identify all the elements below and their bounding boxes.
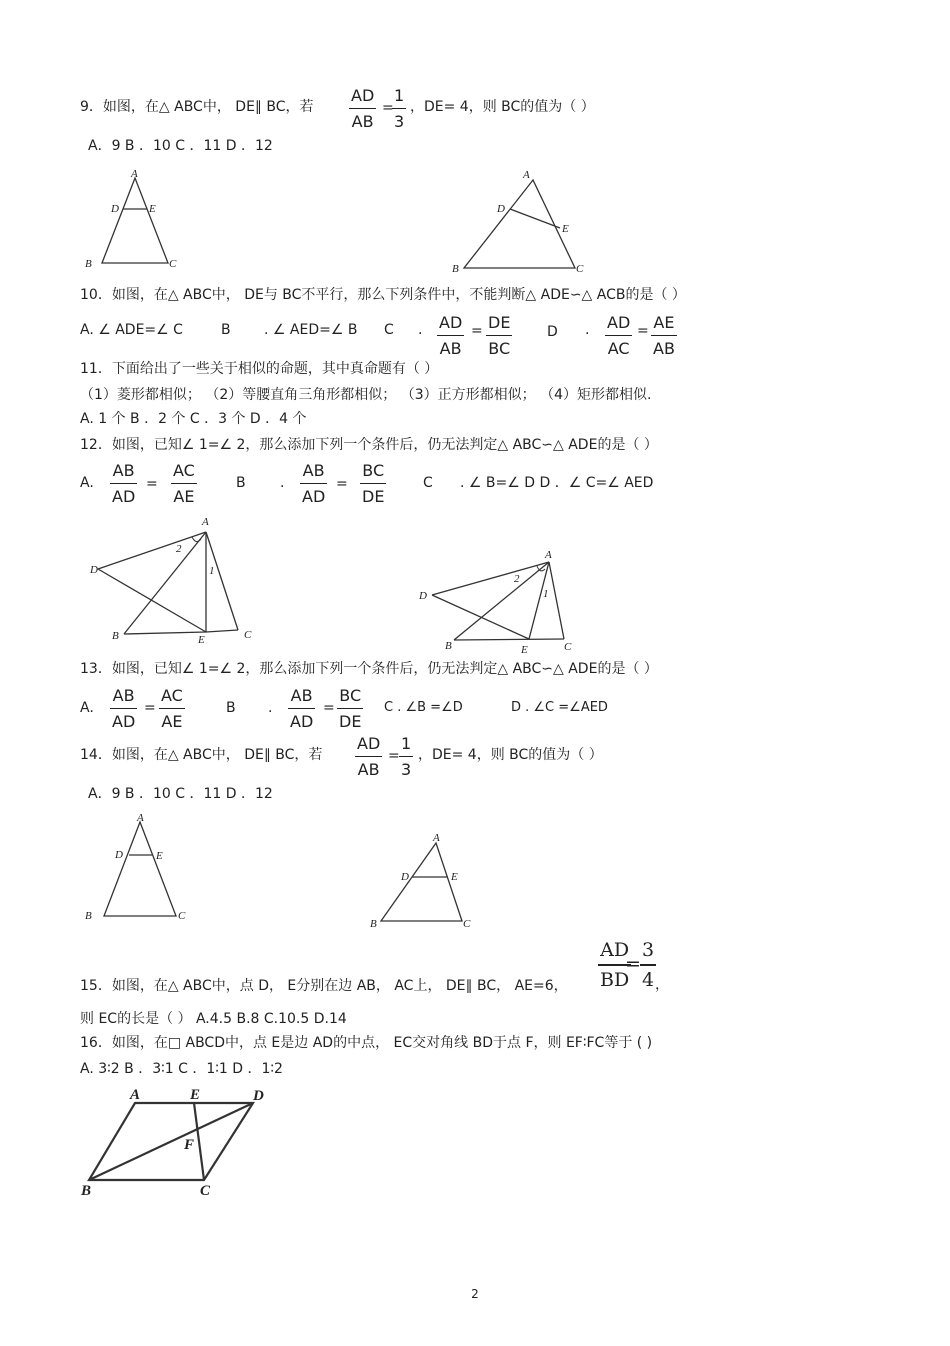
label-e: E <box>190 1087 201 1103</box>
q10-c-fraction-2: DE BC <box>488 313 511 358</box>
label-two: 2 <box>176 543 182 555</box>
label-c: C <box>564 641 572 653</box>
q13-stem: 13．如图，已知∠ 1=∠ 2，那么添加下列一个条件后，仍无法判定△ ABC∽△ ADE的是（ ） <box>80 661 658 677</box>
label-c: C <box>244 629 252 641</box>
label-c: C <box>169 258 177 270</box>
label-b: B <box>452 263 459 275</box>
q13-a-fraction-2: AC AE <box>161 686 183 731</box>
q11-stem: 11．下面给出了一些关于相似的命题，其中真命题有（ ） <box>80 361 439 377</box>
q16-choices: A. 3∶2 B ．3∶1 C ．1∶1 D ．1∶2 <box>80 1061 283 1077</box>
q14-figure-right-triangle <box>368 830 480 930</box>
q10-option-c-dot: . <box>418 322 423 338</box>
q10-d-fraction-1: AD AC <box>607 313 631 358</box>
q9-figure-right-triangle <box>450 165 590 277</box>
q13-option-c: C . ∠B =∠D <box>384 700 463 715</box>
label-a: A <box>130 1087 141 1103</box>
q13-a-equals: = <box>144 700 156 716</box>
q10-option-d-dot: . <box>585 322 590 338</box>
q15-fraction-three-fourths: 3 4 <box>642 939 655 991</box>
q12-a-fraction-2: AC AE <box>173 461 195 506</box>
q13-option-d: D . ∠C =∠AED <box>511 700 608 715</box>
label-c: C <box>463 918 471 930</box>
q12-option-a-letter: A. <box>80 475 94 491</box>
page-number: 2 <box>471 1287 479 1301</box>
q10-option-a: A. ∠ ADE=∠ C <box>80 322 183 338</box>
q15-comma: ， <box>655 977 669 993</box>
q13-option-a-letter: A. <box>80 700 94 716</box>
q10-option-b: . ∠ AED=∠ B <box>264 322 358 338</box>
label-b: B <box>445 640 452 652</box>
q14-stem-post: ，DE= 4，则 BC的值为（ ） <box>418 747 603 763</box>
label-c: C <box>576 263 584 275</box>
label-a: A <box>202 516 209 528</box>
q10-option-d-letter: D <box>547 324 558 340</box>
q13-option-b-letter: B <box>226 700 236 716</box>
q12-b-fraction-1: AB AD <box>302 461 326 506</box>
label-c: C <box>178 910 186 922</box>
label-e: E <box>156 850 163 862</box>
q13-b-fraction-1: AB AD <box>290 686 314 731</box>
q9-stem-pre: 9．如图，在△ ABC中， DE∥ BC，若 <box>80 99 314 115</box>
label-a: A <box>545 549 552 561</box>
q11-choices: A. 1 个 B ．2 个 C ．3 个 D ．4 个 <box>80 411 307 427</box>
label-d: D <box>401 871 409 883</box>
q14-fraction-one-third: 1 3 <box>401 734 412 779</box>
q12-option-c-letter: C <box>423 475 433 491</box>
q14-stem-pre: 14．如图，在△ ABC中， DE∥ BC，若 <box>80 747 323 763</box>
q12-a-fraction-1: AB AD <box>112 461 136 506</box>
q10-d-equals: = <box>637 323 649 339</box>
q12-options-c-d: . ∠ B=∠ D D ．∠ C=∠ AED <box>460 475 654 491</box>
q15-line2: 则 EC的长是（ ） A.4.5 B.8 C.10.5 D.14 <box>80 1011 347 1027</box>
q14-fraction-ad-ab: AD AB <box>357 734 381 779</box>
q12-figure-right <box>416 544 586 660</box>
label-d: D <box>115 849 123 861</box>
q13-b-fraction-2: BC DE <box>339 686 362 731</box>
q10-c-fraction-1: AD AB <box>439 313 463 358</box>
q10-option-c-letter: C <box>384 322 394 338</box>
label-b: B <box>85 258 92 270</box>
label-a: A <box>137 812 144 824</box>
q15-fraction-ad-bd: AD BD <box>600 939 630 991</box>
label-e: E <box>451 871 458 883</box>
label-b: B <box>81 1183 92 1199</box>
label-a: A <box>523 169 530 181</box>
q10-stem: 10．如图，在△ ABC中， DE与 BC不平行，那么下列条件中，不能判断△ ADE∽△ ACB的是（ ） <box>80 287 686 303</box>
label-a: A <box>433 832 440 844</box>
label-a: A <box>131 168 138 180</box>
q12-b-fraction-2: BC DE <box>362 461 385 506</box>
q12-stem: 12．如图，已知∠ 1=∠ 2，那么添加下列一个条件后，仍无法判定△ ABC∽△ ADE的是（ ） <box>80 437 658 453</box>
label-b: B <box>85 910 92 922</box>
label-two: 2 <box>514 573 520 585</box>
q9-stem-post: ，DE= 4，则 BC的值为（ ） <box>410 99 595 115</box>
q9-fraction-ad-ab: AD AB <box>351 86 375 131</box>
label-d: D <box>253 1088 264 1104</box>
label-f: F <box>184 1137 195 1153</box>
q15-equals: = <box>625 953 641 975</box>
label-b: B <box>370 918 377 930</box>
q9-choices: A．9 B ．10 C ．11 D ．12 <box>88 138 273 154</box>
label-c: C <box>200 1183 211 1199</box>
q10-option-b-letter: B <box>221 322 231 338</box>
q12-option-b-letter: B <box>236 475 246 491</box>
q10-d-fraction-2: AE AB <box>653 313 675 358</box>
q9-figure-left-triangle <box>80 168 190 274</box>
q14-figure-left-triangle <box>82 810 194 922</box>
label-e: E <box>562 223 569 235</box>
label-b: B <box>112 630 119 642</box>
label-d: D <box>419 590 427 602</box>
label-d: D <box>90 564 98 576</box>
q13-a-fraction-1: AB AD <box>112 686 136 731</box>
q10-c-equals: = <box>471 323 483 339</box>
q12-a-equals: = <box>146 476 158 492</box>
label-e: E <box>198 634 205 646</box>
q12-option-b-dot: . <box>280 475 285 491</box>
q13-option-b-dot: . <box>268 700 273 716</box>
q9-fraction-one-third: 1 3 <box>394 86 405 131</box>
q12-b-equals: = <box>336 476 348 492</box>
label-one: 1 <box>209 565 215 577</box>
q11-items: （1）菱形都相似； （2）等腰直角三角形都相似； （3）正方形都相似； （4）矩形都相似. <box>80 387 652 403</box>
q12-figure-left <box>88 512 268 646</box>
label-e: E <box>149 203 156 215</box>
q13-b-equals: = <box>323 700 335 716</box>
label-one: 1 <box>543 588 549 600</box>
q14-choices: A．9 B ．10 C ．11 D ．12 <box>88 786 273 802</box>
label-e: E <box>521 644 528 656</box>
q14-equals: = <box>388 748 400 764</box>
q15-stem: 15．如图，在△ ABC中，点 D， E分别在边 AB， AC上， DE∥ BC， AE=6， <box>80 978 568 994</box>
q16-stem: 16．如图，在□ ABCD中，点 E是边 AD的中点， EC交对角线 BD于点 F，则 EF∶FC等于 ( ) <box>80 1035 653 1051</box>
label-d: D <box>111 203 119 215</box>
q9-equals: = <box>382 100 394 116</box>
label-d: D <box>497 203 505 215</box>
q16-figure-parallelogram <box>78 1083 278 1203</box>
